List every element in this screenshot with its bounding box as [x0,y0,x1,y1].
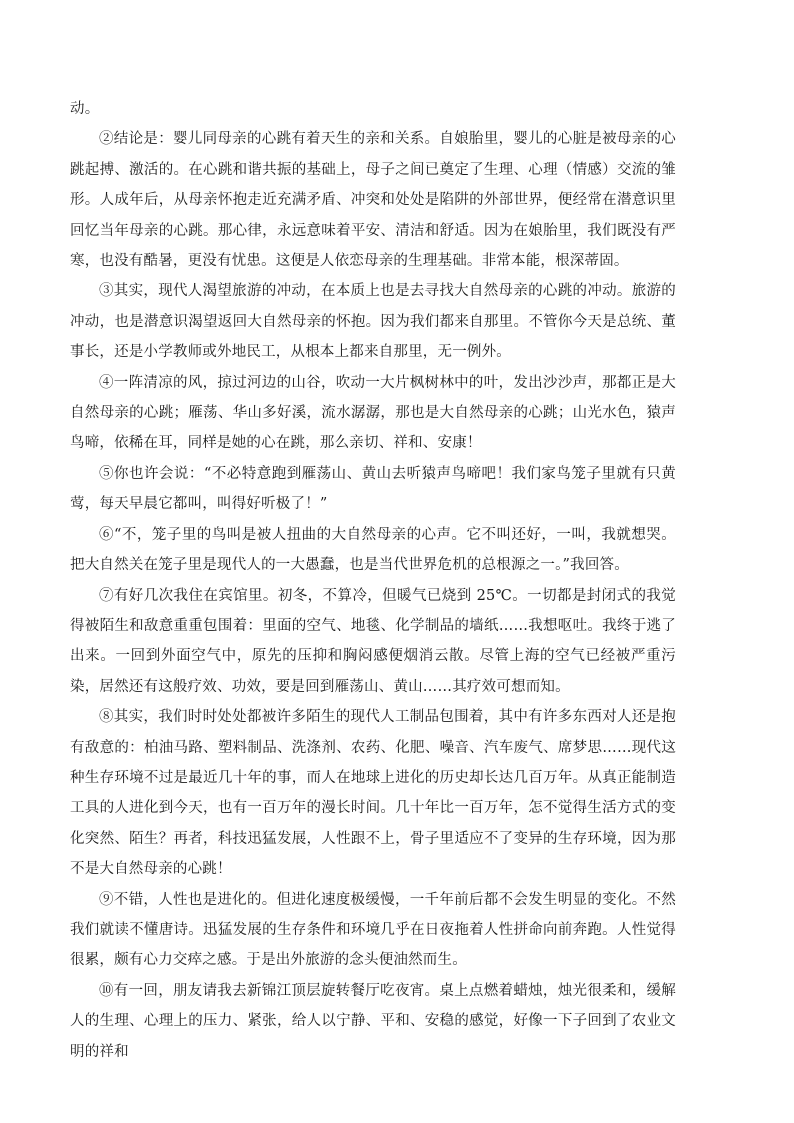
paragraph-continuation: 动。 [70,101,100,117]
paragraph-6: ⑥“不，笼子里的鸟叫是被人扭曲的大自然母亲的心声。它不叫还好，一叫，我就想哭。把大自然关在笼子里是现代人的一大愚蠢，也是当代世界危机的总根源之一。”我回答。 [70,526,676,574]
paragraph-3: ③其实，现代人渴望旅游的冲动，在本质上也是去寻找大自然母亲的心跳的冲动。旅游的冲动，也是潜意识渴望返回大自然母亲的怀抱。因为我们都来自那里。不管你今天是总统、董事长，还是小学教师或外地民工，从根本上都来自那里，无一例外。 [70,283,676,361]
paragraph-5: ⑤你也许会说：“不必特意跑到雁荡山、黄山去听猿声鸟啼吧！我们家鸟笼子里就有只黄莺，每天早晨它都叫，叫得好听极了！” [70,465,676,513]
paragraph-9: ⑨不错，人性也是进化的。但进化速度极缓慢，一千年前后都不会发生明显的变化。不然我们就读不懂唐诗。迅猛发展的生存条件和环境几乎在日夜拖着人性拼命向前奔跑。人性觉得很累，颇有心力交瘁之感。于是出外旅游的念头便油然而生。 [70,891,676,969]
paragraph-2: ②结论是：婴儿同母亲的心跳有着天生的亲和关系。自娘胎里，婴儿的心脏是被母亲的心跳起搏、激活的。在心跳和谐共振的基础上，母子之间已奠定了生理、心理（情感）交流的雏形。人成年后，从母亲怀抱走近充满矛盾、冲突和处处是陷阱的外部世界，便经常在潜意识里回忆当年母亲的心跳。那心律，永远意味着平安、清洁和舒适。因为在娘胎里，我们既没有严寒，也没有酷暑，更没有忧患。这便是人依恋母亲的生理基础。非常本能，根深蒂固。 [70,131,676,270]
paragraph-10: ⑩有一回，朋友请我去新锦江顶层旋转餐厅吃夜宵。桌上点燃着蜡烛，烛光很柔和，缓解人的生理、心理上的压力、紧张，给人以宁静、平和、安稳的感觉，好像一下子回到了农业文明的祥和 [70,982,676,1060]
paragraph-7: ⑦有好几次我住在宾馆里。初冬，不算冷，但暖气已烧到 25℃。一切都是封闭式的我觉得被陌生和敌意重重包围着：里面的空气、地毯、化学制品的墙纸……我想呕吐。我终于逃了出来。一回到外面空气中，原先的压抑和胸闷感便烟消云散。尽管上海的空气已经被严重污染，居然还有这般疗效、功效，要是回到雁荡山、黄山……其疗效可想而知。 [70,587,676,695]
paragraph-4: ④一阵清凉的风，掠过河边的山谷，吹动一大片枫树林中的叶，发出沙沙声，那都正是大自然母亲的心跳；雁荡、华山多好溪，流水潺潺，那也是大自然母亲的心跳；山光水色，猿声鸟啼，依稀在耳，同样是她的心在跳，那么亲切、祥和、安康！ [70,374,676,452]
paragraph-8: ⑧其实，我们时时处处都被许多陌生的现代人工制品包围着，其中有许多东西对人还是抱有敌意的：柏油马路、塑料制品、洗涤剂、农药、化肥、噪音、汽车废气、席梦思……现代这种生存环境不过是最近几十年的事，而人在地球上进化的历史却长达几百万年。从真正能制造工具的人进化到今天，也有一百万年的漫长时间。几十年比一百万年，怎不觉得生活方式的变化突然、陌生？再者，科技迅猛发展，人性跟不上，骨子里适应不了变异的生存环境，因为那不是大自然母亲的心跳！ [70,709,676,878]
article-body [70,94,676,1067]
